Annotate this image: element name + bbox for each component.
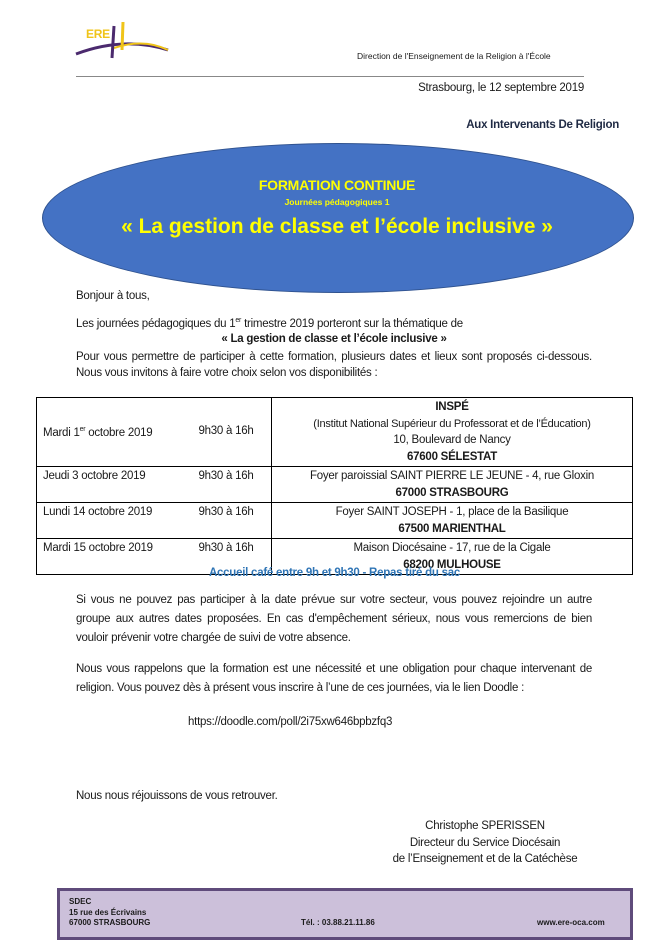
table-row [37, 503, 633, 539]
footer-org: SDEC [69, 897, 92, 906]
session-time: 9h30 à 16h [193, 539, 272, 575]
session-note: Accueil café entre 9h et 9h30 - Repas tiré du sac [208, 567, 461, 579]
footer-website[interactable]: www.ere-oca.com [537, 918, 605, 927]
session-time: 9h30 à 16h [193, 467, 272, 503]
signature [350, 818, 620, 868]
intro-line [76, 317, 463, 330]
intro-text-2: trimestre 2019 porteront sur la thématique de [241, 317, 463, 330]
session-place: Maison Diocésaine - 17, rue de la Cigale 68200 MULHOUSE [272, 539, 633, 575]
session-place: Foyer paroissial SAINT PIERRE LE JEUNE - 4, rue Gloxin 67000 STRASBOURG [272, 467, 633, 503]
intro-text: Les journées pédagogiques du 1 [76, 317, 236, 330]
table-row [37, 398, 633, 467]
recipient: Aux Intervenants De Religion [466, 119, 619, 131]
ere-logo [74, 18, 170, 60]
session-date: Mardi 15 octobre 2019 [37, 539, 193, 575]
footer-box [57, 888, 633, 940]
doodle-link[interactable]: https://doodle.com/poll/2i75xw646bpbzfq3 [188, 716, 393, 728]
paragraph-registration: Nous vous rappelons que la formation est une nécessité et une obligation pour chaque intervenant de religion. Vous pouvez dès à présent vous inscrire à l’une de ces journées, via le lien Doodle : [76, 663, 592, 694]
sessions-table [36, 397, 633, 575]
letter-date: Strasbourg, le 12 septembre 2019 [418, 82, 584, 94]
intro-theme: « La gestion de classe et l’école inclusive » [221, 333, 447, 345]
footer-street: 15 rue des Écrivains [69, 907, 147, 917]
closing: Nous nous réjouissons de vous retrouver. [76, 790, 278, 802]
intro-sup: er [235, 317, 242, 324]
greeting: Bonjour à tous, [76, 290, 150, 302]
banner-theme: « La gestion de classe et l’école inclusive » [121, 215, 553, 238]
signer-name: Christophe SPERISSEN [425, 820, 545, 832]
intro-paragraph: Pour vous permettre de participer à cette formation, plusieurs dates et lieux sont proposés ci-dessous. Nous vous invitons à faire votre choix selon vos disponibilités : [76, 351, 592, 379]
table-row [37, 467, 633, 503]
signer-title: Directeur du Service Diocésain [409, 836, 561, 849]
paragraph-alternative: Si vous ne pouvez pas participer à la date prévue sur votre secteur, vous pouvez rejoindre un autre groupe aux autres dates proposées. En cas d'empêchement sérieux, nous vous remercions de bien vouloir prévenir votre chargée de suivi de votre absence. [76, 594, 592, 644]
header-divider [76, 76, 584, 77]
org-name: Direction de l'Enseignement de la Religion à l'École [357, 51, 551, 61]
session-place: INSPÉ (Institut National Supérieur du Professorat et de l’Éducation) 10, Boulevard de Nancy 67600 SÉLESTAT [272, 398, 633, 467]
banner-title: FORMATION CONTINUE [258, 177, 416, 193]
session-date: Jeudi 3 octobre 2019 [37, 467, 193, 503]
session-place: Foyer SAINT JOSEPH - 1, place de la Basilique 67500 MARIENTHAL [272, 503, 633, 539]
svg-text:ERE: ERE [86, 27, 110, 41]
session-date: Lundi 14 octobre 2019 [37, 503, 193, 539]
session-date: Mardi 1er octobre 2019 [37, 398, 193, 467]
footer-phone: Tél. : 03.88.21.11.86 [301, 918, 375, 927]
signer-title-2: de l’Enseignement et de la Catéchèse [392, 853, 578, 865]
footer-city: 67000 STRASBOURG [69, 918, 151, 927]
banner-subtitle: Journées pédagogiques 1 [284, 197, 390, 207]
session-time: 9h30 à 16h [193, 398, 272, 467]
session-time: 9h30 à 16h [193, 503, 272, 539]
